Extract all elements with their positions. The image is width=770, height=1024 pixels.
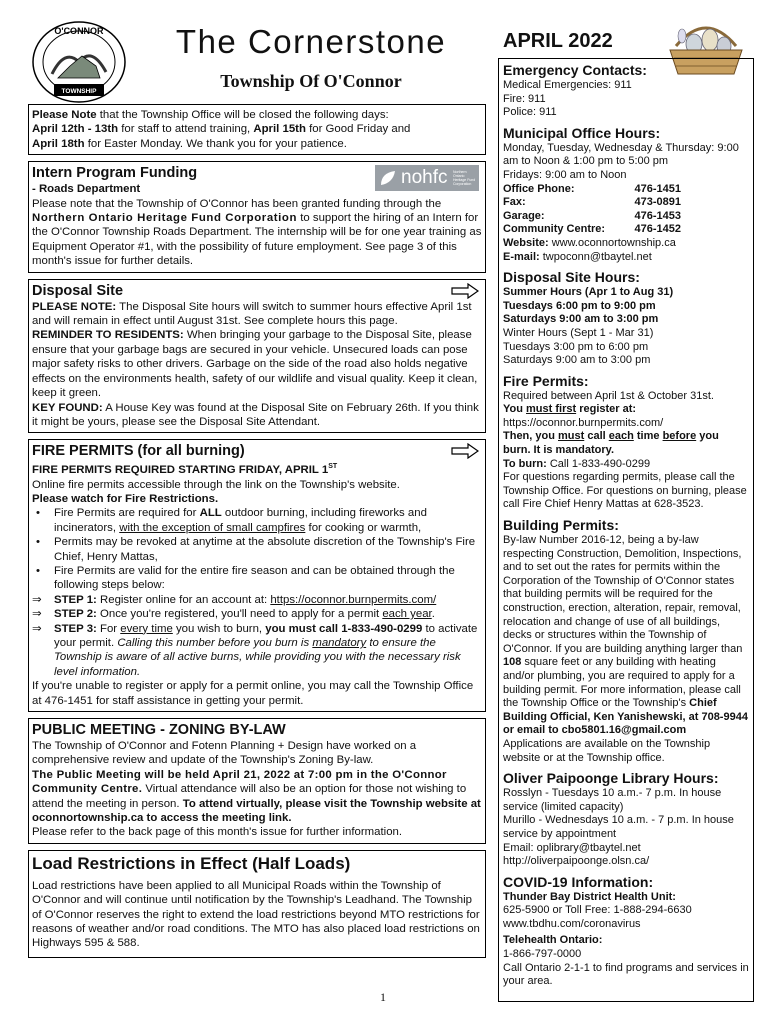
disposal-site-section: Disposal Site PLEASE NOTE: The Disposal Site hours will switch to summer hours effective April 1st and will remain in effect until August 31st. See complete hours this page. REMINDER TO RESIDENTS: When bringing your garbage to the Disposal Site, please ensure that your garbage bags are secured in your vehicle. Unsecured loads can pose major safety risks to other drivers. Garbage on the side of the road also holds negative effects on the environments health, safety of our wildlife and visual quality. Keep it clean, keep it green. KEY FOUND: A House Key was found at the Disposal Site on February 26th. If you think it might be yours, please see the Disposal Site Attendant. xyxy=(28,279,486,434)
intern-dept: - Roads Department xyxy=(32,183,141,196)
fire-permits-section: FIRE PERMITS (for all burning) FIRE PERMITS REQUIRED STARTING FRIDAY, APRIL 1ST Online fire permits accessible through the link on the Township's website. Please watch for Fire Restrictions. • Fire Permits are required for ALL outdoor burning, including fireworks and incinerators, with the exception of small campfires for cooking or warmth, • Permits may be revoked at anytime at the absolute discretion of the Township's Fire Chief, Henry Mattas, • Fire Permits are valid for the entire fire season and can be obtained through the following steps below: ⇒ STEP 1: Register online for an account at: https://oconnor.burnpermits.com/ ⇒ STEP 2: Once you're registered, you'll need to apply for a permit each year. ⇒ STEP 3: For every time you wish to burn, you must call 1-833-490-0299 to activate your permit. Calling this number before you burn is mandatory to ensure the Township is aware of all active burns, while providing you with the necessary risk level information. If you're unable to register or apply for a permit online, you may call the Township Office at 476-1451 for staff assistance in getting your permit. xyxy=(28,439,486,712)
library-hours-title: Oliver Paipoonge Library Hours: xyxy=(503,770,719,787)
intern-title: Intern Program Funding xyxy=(32,165,198,182)
arrow-right-icon xyxy=(451,283,479,299)
left-column xyxy=(28,104,486,964)
library-website[interactable]: http://oliverpaipoonge.olsn.ca/ xyxy=(503,855,650,868)
disposal-hours-title: Disposal Site Hours: xyxy=(503,269,640,286)
tbdhu-link[interactable]: www.tbdhu.com/coronavirus xyxy=(503,917,641,930)
emergency-line: Fire: 911 xyxy=(503,92,546,105)
emergency-line: Medical Emergencies: 911 xyxy=(503,79,632,91)
leaf-icon xyxy=(379,169,397,187)
load-title: Load Restrictions in Effect (Half Loads) xyxy=(32,853,351,873)
office-closure-notice: Please Note that the Township Office will be closed the following days: April 12th - 13th for staff to attend training, April 15th for Good Friday and April 18th for Easter Monday. We thank you for your patience. xyxy=(28,104,486,155)
fire-permits-title: Fire Permits: xyxy=(503,372,589,389)
load-restrictions-section: Load Restrictions in Effect (Half Loads) Load restrictions have been applied to all Municipal Roads within the Township of O'Connor and will continue until notification by the Township's Leadhand. The Township of O'Connor reserves the right to extend the load restrictions beyond MTO restrictions for reasons of weather and/or road conditions. The MTO has also placed load restrictions on Highways 595 & 588. xyxy=(28,850,486,958)
burnpermits-link[interactable]: https://oconnor.burnpermits.com/ xyxy=(270,593,437,606)
email-link[interactable]: twpoconn@tbaytel.net xyxy=(539,250,652,263)
emergency-title: Emergency Contacts: xyxy=(503,62,647,78)
newsletter-title: The Cornerstone xyxy=(175,23,447,60)
nohfc-logo: nohfc Northern Ontario Heritage Fund Corporation xyxy=(375,165,479,191)
public-meeting-section: PUBLIC MEETING - ZONING BY-LAW The Township of O'Connor and Fotenn Planning + Design have worked on a comprehensive review and update of the Township's Zoning By-law. The Public Meeting will be held April 21, 2022 at 7:00 pm in the O'Connor Community Centre. Virtual attendance will also be an option for those not wishing to attend the meeting in person. To attend virtually, please visit the Township website at oconnortownship.ca to access the meeting link. Please refer to the back page of this month's issue for further information. xyxy=(28,718,486,844)
township-logo xyxy=(30,18,128,108)
office-hours-title: Municipal Office Hours: xyxy=(503,124,661,141)
website-link[interactable]: www.oconnortownship.ca xyxy=(548,236,676,249)
sidebar: Emergency Contacts: Medical Emergencies: 911 Fire: 911 Police: 911 Municipal Office Hours: Monday, Tuesday, Wednesday & Thursday: 9:00 am to Noon & 1:00 pm to 5:00 pm Fridays: 9:00 am to Noon Office Phone: 476-1451 Fax: 473-0891 Garage: 476-1453 Community Centre: 476-1452 Website: www.oconnortownship.ca E-mail: twpoconn@tbaytel.net Disposal Site Hours: Summer Hours (Apr 1 to Aug 31) Tuesdays 6:00 pm to 9:00 pm Saturdays 9:00 am to 3:00 pm Winter Hours (Sept 1 - Mar 31) Tuesdays 3:00 pm to 6:00 pm Saturdays 9:00 am to 3:00 pm Fire Permits: Required between April 1st & October 31st. You must first register at: https://oconnor.burnpermits.com/ Then, you must call each time before you burn. It is mandatory. To burn: Call 1-833-490-0299 For questions regarding permits, please call the Township Office. For questions on burning, please call Fire Chief Henry Mattas at 628-3523. Building Permits: By-law Number 2016-12, being a by-law respecting Construction, Demolition, Inspections, and to set out the rates for permits within the Corporation of the Township of O'Connor states that building permits will be required for the construction, erection, alteration, repair, removal, relocation and change of use of all buildings, decks or structures within the Township of O'Connor. If you are building anything larger than 108 square feet or any building with heating and/or plumbing, you are required to apply for a building permit. For more information, please call the Township Office or the Township's Chief Building Official, Ken Yanishewski, at 708-9944 or email to cbo5801.16@gmail.com Applications are available on the Township website or at the Township office. Oliver Paipoonge Library Hours: Rosslyn - Tuesdays 10 a.m.- 7 p.m. In house service (limited capacity) Murillo - Wednesdays 10 a.m. - 7 p.m. In house service by appointment Email: oplibrary@tbaytel.net http://oliverpaipoonge.olsn.ca/ COVID-19 Information: Thunder Bay District Health Unit: 625-5900 or Toll Free: 1-888-294-6630 www.tbdhu.com/coronavirus Telehealth Ontario: 1-866-797-0000 Call Ontario 2-1-1 to find programs and services in your area. xyxy=(498,58,754,1002)
sidebar-burnpermits-link[interactable]: https://oconnor.burnpermits.com/ xyxy=(503,416,664,429)
fire-title: FIRE PERMITS (for all burning) xyxy=(32,443,245,460)
logo-text-top: O'CONNOR xyxy=(54,26,104,36)
page-number: 1 xyxy=(380,990,386,1004)
covid-title: COVID-19 Information: xyxy=(503,873,654,890)
newsletter-subtitle: Township Of O'Connor xyxy=(220,71,402,91)
logo-text-bottom: TOWNSHIP xyxy=(61,88,97,95)
arrow-right-icon xyxy=(451,443,479,459)
library-email[interactable]: Email: oplibrary@tbaytel.net xyxy=(503,841,641,854)
intern-program-section: Intern Program Funding nohfc Northern Ontario Heritage Fund Corporation - Roads Department Please note that the Township of O'Connor has been granted funding through the Northern Ontario Heritage Fund Corporation to support the hiring of an Intern for the O'Connor Township Roads Department. The internship will be for one year training as Equipment Operator #1, with the possibility of future employment. See page 3 of this month's issue for further details. xyxy=(28,161,486,272)
disposal-title: Disposal Site xyxy=(32,282,124,299)
building-permits-title: Building Permits: xyxy=(503,517,619,534)
meeting-title: PUBLIC MEETING - ZONING BY-LAW xyxy=(32,722,286,739)
emergency-line: Police: 911 xyxy=(503,106,557,119)
issue-date: APRIL 2022 xyxy=(503,30,613,52)
